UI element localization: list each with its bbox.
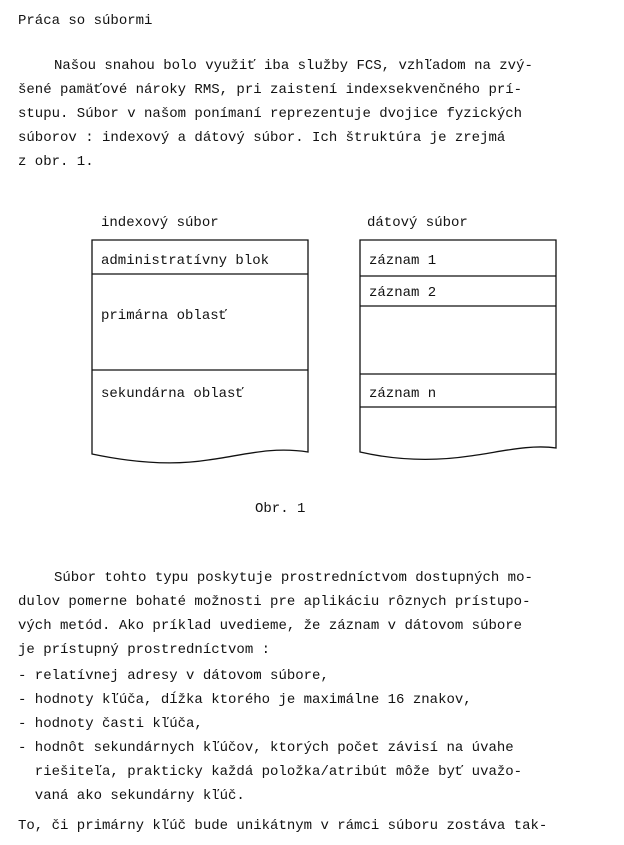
figure-caption: Obr. 1 [255, 501, 306, 517]
record-n-label: záznam n [369, 386, 437, 402]
list-item: riešiteľa, prakticky každá položka/atribút môže byť uvažo- [18, 764, 523, 780]
para2-line: dulov pomerne bohaté možnosti pre aplikáciu rôznych prístupo- [18, 594, 531, 610]
intro-line: Našou snahou bolo využiť iba služby FCS, vzhľadom na zvý- [54, 58, 533, 74]
list-item: - hodnoty kľúča, dĺžka ktorého je maximálne 16 znakov, [18, 692, 472, 708]
para2-line: Súbor tohto typu poskytuje prostredníctvom dostupných mo- [54, 570, 533, 586]
data-file-title: dátový súbor [367, 215, 468, 231]
primary-area-label: primárna oblasť [101, 308, 228, 324]
list-item: vaná ako sekundárny kľúč. [18, 788, 245, 804]
intro-line: z obr. 1. [18, 154, 94, 170]
closing-line: To, či primárny kľúč bude unikátnym v rámci súboru zostáva tak- [18, 818, 548, 834]
intro-line: súborov : indexový a dátový súbor. Ich štruktúra je zrejmá [18, 130, 506, 146]
intro-line: šené pamäťové nároky RMS, pri zaistení indexsekvenčného prí- [18, 82, 523, 98]
para2-line: je prístupný prostredníctvom : [18, 642, 271, 658]
para2-line: vých metód. Ako príklad uvedieme, že záznam v dátovom súbore [18, 618, 523, 634]
secondary-area-label: sekundárna oblasť [101, 386, 244, 402]
list-item: - relatívnej adresy v dátovom súbore, [18, 668, 329, 684]
record-1-label: záznam 1 [369, 253, 437, 269]
intro-line: stupu. Súbor v našom ponímaní reprezentuje dvojice fyzických [18, 106, 523, 122]
record-2-label: záznam 2 [369, 285, 437, 301]
page-title: Práca so súbormi [18, 13, 153, 29]
administrative-block-label: administratívny blok [101, 253, 270, 269]
index-file-title: indexový súbor [101, 215, 219, 231]
list-item: - hodnoty časti kľúča, [18, 716, 203, 732]
list-item: - hodnôt sekundárnych kľúčov, ktorých počet závisí na úvahe [18, 740, 514, 756]
data-file-box [360, 240, 556, 459]
